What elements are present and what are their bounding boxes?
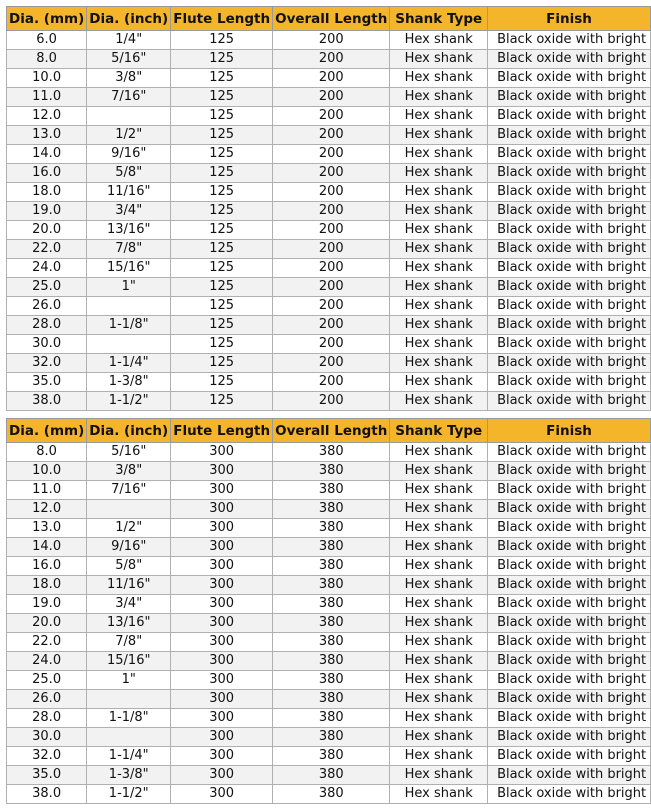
cell-dia-inch: 3/4" (87, 595, 171, 614)
cell-flute-length: 125 (171, 354, 273, 373)
cell-dia-mm: 32.0 (7, 747, 87, 766)
table-row (7, 392, 651, 411)
cell-dia-mm: 38.0 (7, 392, 87, 411)
cell-flute-length: 300 (171, 671, 273, 690)
cell-shank-type: Hex shank (390, 145, 488, 164)
cell-shank-type: Hex shank (390, 766, 488, 785)
cell-shank-type: Hex shank (390, 373, 488, 392)
cell-dia-inch (87, 728, 171, 747)
cell-flute-length: 300 (171, 652, 273, 671)
cell-shank-type: Hex shank (390, 88, 488, 107)
table-row (7, 126, 651, 145)
table-row (7, 259, 651, 278)
table-row (7, 462, 651, 481)
cell-dia-inch: 1" (87, 278, 171, 297)
table-row (7, 443, 651, 462)
cell-dia-inch: 1/2" (87, 519, 171, 538)
cell-dia-inch: 1/2" (87, 126, 171, 145)
cell-finish: Black oxide with bright (488, 126, 651, 145)
cell-overall-length: 380 (273, 538, 390, 557)
table-row (7, 690, 651, 709)
cell-dia-inch: 1-1/4" (87, 354, 171, 373)
cell-flute-length: 125 (171, 69, 273, 88)
cell-overall-length: 200 (273, 164, 390, 183)
column-header-flute-length: Flute Length (171, 419, 273, 443)
cell-dia-inch: 1-1/8" (87, 709, 171, 728)
cell-flute-length: 125 (171, 88, 273, 107)
cell-overall-length: 380 (273, 728, 390, 747)
cell-finish: Black oxide with bright (488, 728, 651, 747)
cell-flute-length: 125 (171, 145, 273, 164)
cell-dia-mm: 16.0 (7, 164, 87, 183)
cell-shank-type: Hex shank (390, 652, 488, 671)
cell-finish: Black oxide with bright (488, 202, 651, 221)
cell-finish: Black oxide with bright (488, 785, 651, 804)
cell-overall-length: 200 (273, 297, 390, 316)
cell-overall-length: 200 (273, 202, 390, 221)
cell-dia-inch: 5/8" (87, 557, 171, 576)
cell-dia-mm: 24.0 (7, 259, 87, 278)
cell-overall-length: 200 (273, 259, 390, 278)
cell-overall-length: 200 (273, 145, 390, 164)
cell-dia-inch: 15/16" (87, 259, 171, 278)
cell-shank-type: Hex shank (390, 240, 488, 259)
cell-finish: Black oxide with bright (488, 221, 651, 240)
cell-dia-mm: 10.0 (7, 69, 87, 88)
cell-finish: Black oxide with bright (488, 633, 651, 652)
cell-overall-length: 200 (273, 107, 390, 126)
cell-finish: Black oxide with bright (488, 183, 651, 202)
cell-dia-inch (87, 690, 171, 709)
cell-finish: Black oxide with bright (488, 31, 651, 50)
cell-overall-length: 380 (273, 709, 390, 728)
cell-dia-mm: 19.0 (7, 202, 87, 221)
cell-overall-length: 380 (273, 557, 390, 576)
spec-table-300-flute (6, 418, 651, 804)
cell-dia-inch: 5/16" (87, 50, 171, 69)
cell-dia-mm: 16.0 (7, 557, 87, 576)
column-header-shank-type: Shank Type (390, 419, 488, 443)
table-row (7, 652, 651, 671)
table-row (7, 297, 651, 316)
cell-dia-inch: 7/16" (87, 88, 171, 107)
cell-dia-mm: 11.0 (7, 481, 87, 500)
cell-finish: Black oxide with bright (488, 652, 651, 671)
cell-shank-type: Hex shank (390, 519, 488, 538)
cell-flute-length: 125 (171, 392, 273, 411)
table-header-row (7, 7, 651, 31)
cell-dia-inch (87, 107, 171, 126)
cell-dia-mm: 26.0 (7, 690, 87, 709)
cell-shank-type: Hex shank (390, 392, 488, 411)
table-row (7, 145, 651, 164)
cell-overall-length: 380 (273, 595, 390, 614)
table-row (7, 240, 651, 259)
cell-dia-inch: 1-1/2" (87, 785, 171, 804)
cell-overall-length: 380 (273, 614, 390, 633)
cell-finish: Black oxide with bright (488, 614, 651, 633)
cell-dia-inch (87, 297, 171, 316)
cell-finish: Black oxide with bright (488, 766, 651, 785)
cell-shank-type: Hex shank (390, 747, 488, 766)
cell-overall-length: 380 (273, 785, 390, 804)
table-row (7, 31, 651, 50)
cell-dia-inch: 13/16" (87, 221, 171, 240)
cell-shank-type: Hex shank (390, 557, 488, 576)
cell-shank-type: Hex shank (390, 538, 488, 557)
cell-overall-length: 380 (273, 671, 390, 690)
cell-dia-inch: 15/16" (87, 652, 171, 671)
cell-finish: Black oxide with bright (488, 164, 651, 183)
cell-overall-length: 380 (273, 500, 390, 519)
cell-overall-length: 380 (273, 481, 390, 500)
cell-dia-inch: 7/8" (87, 633, 171, 652)
table-row (7, 481, 651, 500)
cell-flute-length: 125 (171, 164, 273, 183)
cell-dia-mm: 25.0 (7, 278, 87, 297)
cell-finish: Black oxide with bright (488, 240, 651, 259)
cell-shank-type: Hex shank (390, 69, 488, 88)
table-row (7, 69, 651, 88)
cell-overall-length: 200 (273, 88, 390, 107)
cell-shank-type: Hex shank (390, 576, 488, 595)
cell-shank-type: Hex shank (390, 709, 488, 728)
cell-dia-mm: 6.0 (7, 31, 87, 50)
cell-flute-length: 300 (171, 766, 273, 785)
cell-finish: Black oxide with bright (488, 500, 651, 519)
column-header-shank-type: Shank Type (390, 7, 488, 31)
cell-dia-mm: 28.0 (7, 709, 87, 728)
cell-dia-inch (87, 500, 171, 519)
cell-flute-length: 125 (171, 240, 273, 259)
cell-flute-length: 125 (171, 373, 273, 392)
table-row (7, 50, 651, 69)
cell-overall-length: 380 (273, 519, 390, 538)
cell-dia-inch: 5/8" (87, 164, 171, 183)
cell-finish: Black oxide with bright (488, 354, 651, 373)
cell-overall-length: 200 (273, 354, 390, 373)
cell-dia-inch: 3/4" (87, 202, 171, 221)
cell-finish: Black oxide with bright (488, 69, 651, 88)
cell-overall-length: 200 (273, 316, 390, 335)
cell-dia-mm: 38.0 (7, 785, 87, 804)
cell-dia-inch: 1-1/4" (87, 747, 171, 766)
cell-dia-mm: 10.0 (7, 462, 87, 481)
cell-overall-length: 380 (273, 443, 390, 462)
cell-flute-length: 125 (171, 221, 273, 240)
cell-flute-length: 125 (171, 297, 273, 316)
cell-flute-length: 300 (171, 538, 273, 557)
cell-overall-length: 380 (273, 747, 390, 766)
cell-dia-inch: 11/16" (87, 576, 171, 595)
cell-shank-type: Hex shank (390, 50, 488, 69)
table-row (7, 671, 651, 690)
table-row (7, 202, 651, 221)
table-row (7, 595, 651, 614)
cell-finish: Black oxide with bright (488, 145, 651, 164)
cell-shank-type: Hex shank (390, 183, 488, 202)
table-row (7, 633, 651, 652)
cell-shank-type: Hex shank (390, 481, 488, 500)
cell-shank-type: Hex shank (390, 221, 488, 240)
cell-dia-mm: 22.0 (7, 240, 87, 259)
cell-overall-length: 200 (273, 31, 390, 50)
table-row (7, 557, 651, 576)
cell-shank-type: Hex shank (390, 671, 488, 690)
cell-dia-mm: 20.0 (7, 221, 87, 240)
cell-dia-inch: 13/16" (87, 614, 171, 633)
cell-finish: Black oxide with bright (488, 709, 651, 728)
cell-finish: Black oxide with bright (488, 443, 651, 462)
cell-overall-length: 380 (273, 633, 390, 652)
table-row (7, 538, 651, 557)
cell-overall-length: 380 (273, 576, 390, 595)
cell-flute-length: 125 (171, 202, 273, 221)
column-header-overall-length: Overall Length (273, 7, 390, 31)
column-header-finish: Finish (488, 419, 651, 443)
table-row (7, 747, 651, 766)
table-row (7, 614, 651, 633)
cell-dia-mm: 26.0 (7, 297, 87, 316)
cell-dia-mm: 22.0 (7, 633, 87, 652)
cell-dia-mm: 35.0 (7, 373, 87, 392)
table-row (7, 519, 651, 538)
table-row (7, 785, 651, 804)
cell-flute-length: 300 (171, 576, 273, 595)
column-header-dia-inch: Dia. (inch) (87, 7, 171, 31)
cell-overall-length: 380 (273, 652, 390, 671)
cell-finish: Black oxide with bright (488, 107, 651, 126)
cell-flute-length: 300 (171, 633, 273, 652)
table-row (7, 576, 651, 595)
cell-shank-type: Hex shank (390, 297, 488, 316)
cell-finish: Black oxide with bright (488, 671, 651, 690)
cell-dia-inch: 11/16" (87, 183, 171, 202)
column-header-finish: Finish (488, 7, 651, 31)
cell-finish: Black oxide with bright (488, 576, 651, 595)
cell-dia-mm: 30.0 (7, 728, 87, 747)
cell-finish: Black oxide with bright (488, 335, 651, 354)
cell-flute-length: 300 (171, 690, 273, 709)
cell-overall-length: 200 (273, 126, 390, 145)
column-header-overall-length: Overall Length (273, 419, 390, 443)
cell-shank-type: Hex shank (390, 614, 488, 633)
cell-shank-type: Hex shank (390, 443, 488, 462)
table-row (7, 164, 651, 183)
cell-finish: Black oxide with bright (488, 595, 651, 614)
cell-flute-length: 125 (171, 278, 273, 297)
cell-dia-mm: 11.0 (7, 88, 87, 107)
cell-shank-type: Hex shank (390, 633, 488, 652)
cell-dia-mm: 30.0 (7, 335, 87, 354)
cell-dia-inch (87, 335, 171, 354)
cell-shank-type: Hex shank (390, 164, 488, 183)
cell-dia-mm: 18.0 (7, 576, 87, 595)
cell-overall-length: 200 (273, 278, 390, 297)
cell-flute-length: 125 (171, 107, 273, 126)
cell-dia-inch: 1/4" (87, 31, 171, 50)
cell-flute-length: 125 (171, 50, 273, 69)
cell-shank-type: Hex shank (390, 335, 488, 354)
cell-dia-mm: 12.0 (7, 500, 87, 519)
cell-finish: Black oxide with bright (488, 50, 651, 69)
cell-finish: Black oxide with bright (488, 690, 651, 709)
cell-dia-inch: 1-3/8" (87, 766, 171, 785)
cell-finish: Black oxide with bright (488, 519, 651, 538)
cell-overall-length: 200 (273, 240, 390, 259)
cell-dia-mm: 24.0 (7, 652, 87, 671)
cell-finish: Black oxide with bright (488, 373, 651, 392)
cell-dia-mm: 14.0 (7, 145, 87, 164)
table-row (7, 709, 651, 728)
cell-finish: Black oxide with bright (488, 462, 651, 481)
table-row (7, 728, 651, 747)
cell-dia-mm: 8.0 (7, 50, 87, 69)
cell-flute-length: 300 (171, 557, 273, 576)
cell-shank-type: Hex shank (390, 595, 488, 614)
cell-flute-length: 300 (171, 614, 273, 633)
cell-dia-mm: 28.0 (7, 316, 87, 335)
cell-shank-type: Hex shank (390, 462, 488, 481)
cell-shank-type: Hex shank (390, 690, 488, 709)
table-row (7, 373, 651, 392)
table-row (7, 221, 651, 240)
cell-flute-length: 125 (171, 183, 273, 202)
cell-finish: Black oxide with bright (488, 278, 651, 297)
cell-dia-mm: 12.0 (7, 107, 87, 126)
cell-dia-inch: 7/8" (87, 240, 171, 259)
cell-overall-length: 200 (273, 50, 390, 69)
cell-flute-length: 300 (171, 443, 273, 462)
cell-overall-length: 380 (273, 462, 390, 481)
cell-flute-length: 125 (171, 126, 273, 145)
cell-dia-inch: 1" (87, 671, 171, 690)
cell-shank-type: Hex shank (390, 316, 488, 335)
cell-shank-type: Hex shank (390, 31, 488, 50)
cell-overall-length: 200 (273, 373, 390, 392)
cell-overall-length: 200 (273, 392, 390, 411)
cell-dia-mm: 19.0 (7, 595, 87, 614)
cell-finish: Black oxide with bright (488, 316, 651, 335)
cell-dia-inch: 1-3/8" (87, 373, 171, 392)
cell-flute-length: 125 (171, 316, 273, 335)
cell-flute-length: 300 (171, 785, 273, 804)
table-row (7, 278, 651, 297)
cell-shank-type: Hex shank (390, 107, 488, 126)
cell-dia-mm: 25.0 (7, 671, 87, 690)
cell-dia-inch: 3/8" (87, 462, 171, 481)
column-header-dia-mm: Dia. (mm) (7, 419, 87, 443)
cell-flute-length: 300 (171, 519, 273, 538)
cell-flute-length: 125 (171, 335, 273, 354)
cell-dia-inch: 3/8" (87, 69, 171, 88)
cell-finish: Black oxide with bright (488, 88, 651, 107)
cell-dia-mm: 13.0 (7, 126, 87, 145)
cell-flute-length: 300 (171, 595, 273, 614)
cell-dia-inch: 9/16" (87, 145, 171, 164)
cell-flute-length: 300 (171, 500, 273, 519)
cell-dia-inch: 1-1/8" (87, 316, 171, 335)
column-header-dia-mm: Dia. (mm) (7, 7, 87, 31)
table-row (7, 500, 651, 519)
cell-dia-inch: 9/16" (87, 538, 171, 557)
cell-overall-length: 200 (273, 221, 390, 240)
cell-dia-mm: 13.0 (7, 519, 87, 538)
cell-flute-length: 300 (171, 481, 273, 500)
cell-overall-length: 200 (273, 183, 390, 202)
cell-overall-length: 380 (273, 766, 390, 785)
cell-finish: Black oxide with bright (488, 557, 651, 576)
cell-shank-type: Hex shank (390, 259, 488, 278)
table-row (7, 316, 651, 335)
cell-finish: Black oxide with bright (488, 297, 651, 316)
cell-shank-type: Hex shank (390, 202, 488, 221)
cell-dia-mm: 32.0 (7, 354, 87, 373)
table-row (7, 183, 651, 202)
table-row (7, 88, 651, 107)
cell-dia-mm: 20.0 (7, 614, 87, 633)
cell-finish: Black oxide with bright (488, 538, 651, 557)
cell-overall-length: 200 (273, 335, 390, 354)
cell-dia-inch: 7/16" (87, 481, 171, 500)
cell-flute-length: 300 (171, 709, 273, 728)
cell-flute-length: 125 (171, 259, 273, 278)
cell-dia-mm: 8.0 (7, 443, 87, 462)
cell-finish: Black oxide with bright (488, 259, 651, 278)
table-header-row (7, 419, 651, 443)
table-row (7, 107, 651, 126)
cell-flute-length: 300 (171, 728, 273, 747)
cell-finish: Black oxide with bright (488, 481, 651, 500)
cell-flute-length: 300 (171, 462, 273, 481)
cell-flute-length: 125 (171, 31, 273, 50)
spec-table-125-flute (6, 6, 651, 411)
cell-shank-type: Hex shank (390, 728, 488, 747)
cell-dia-inch: 1-1/2" (87, 392, 171, 411)
cell-shank-type: Hex shank (390, 500, 488, 519)
table-row (7, 766, 651, 785)
cell-shank-type: Hex shank (390, 126, 488, 145)
cell-shank-type: Hex shank (390, 278, 488, 297)
cell-dia-mm: 14.0 (7, 538, 87, 557)
cell-flute-length: 300 (171, 747, 273, 766)
cell-finish: Black oxide with bright (488, 392, 651, 411)
column-header-flute-length: Flute Length (171, 7, 273, 31)
cell-dia-mm: 35.0 (7, 766, 87, 785)
cell-shank-type: Hex shank (390, 354, 488, 373)
cell-dia-inch: 5/16" (87, 443, 171, 462)
cell-dia-mm: 18.0 (7, 183, 87, 202)
table-row (7, 335, 651, 354)
cell-overall-length: 380 (273, 690, 390, 709)
cell-shank-type: Hex shank (390, 785, 488, 804)
column-header-dia-inch: Dia. (inch) (87, 419, 171, 443)
table-row (7, 354, 651, 373)
cell-finish: Black oxide with bright (488, 747, 651, 766)
cell-overall-length: 200 (273, 69, 390, 88)
